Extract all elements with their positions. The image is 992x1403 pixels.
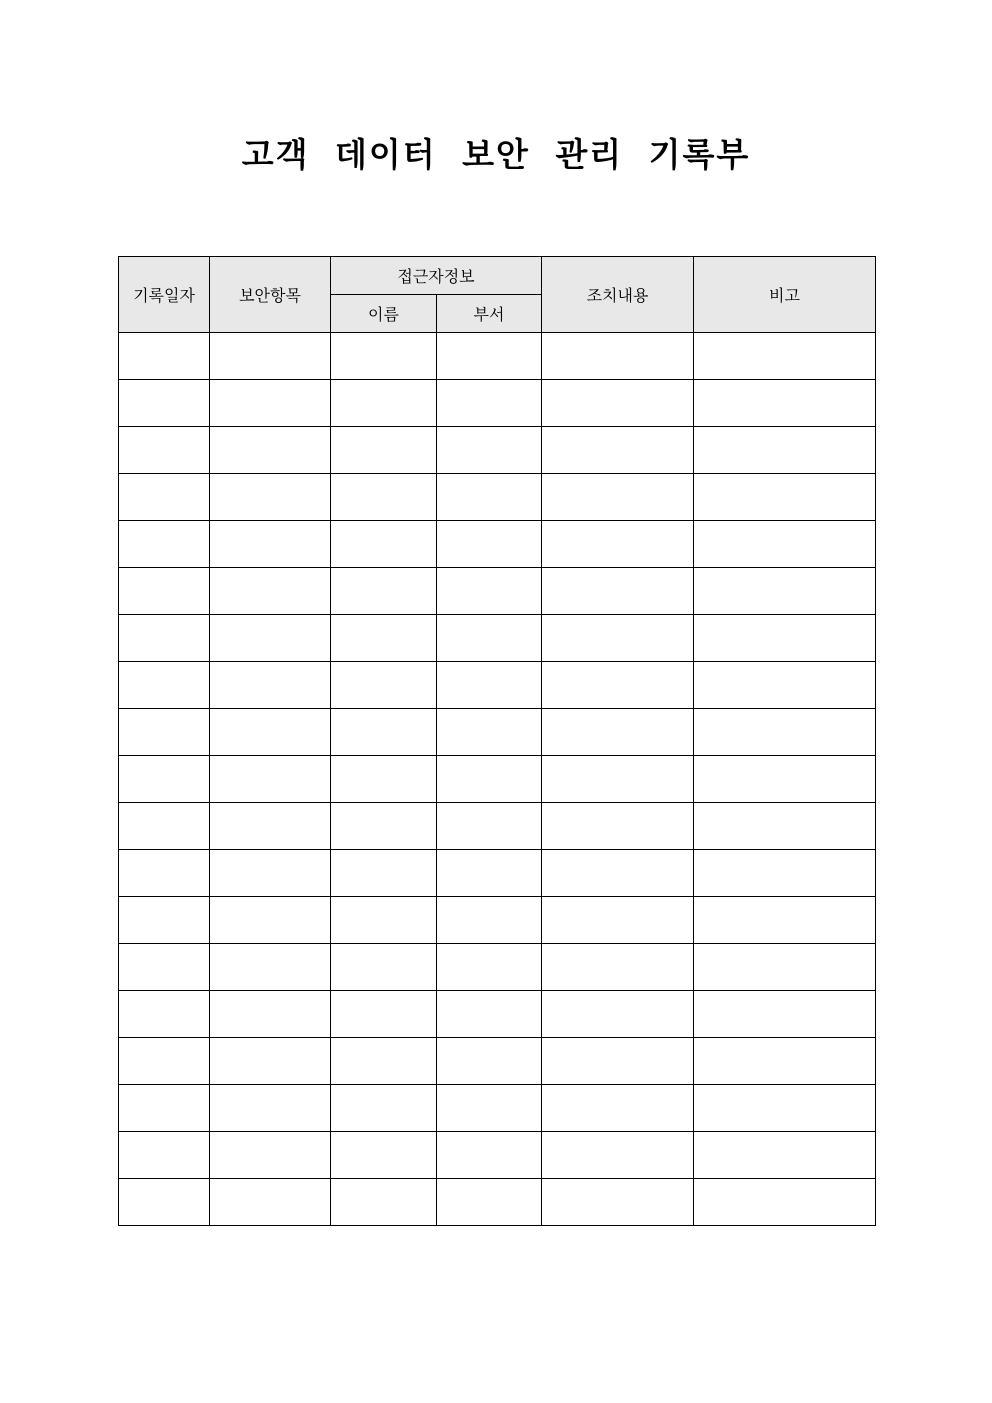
cell-department[interactable] <box>437 1038 542 1085</box>
cell-name[interactable] <box>331 615 437 662</box>
cell-date[interactable] <box>119 850 210 897</box>
cell-date[interactable] <box>119 1179 210 1226</box>
cell-name[interactable] <box>331 991 437 1038</box>
cell-name[interactable] <box>331 521 437 568</box>
cell-action[interactable] <box>542 474 694 521</box>
cell-security-item[interactable] <box>210 897 331 944</box>
cell-action[interactable] <box>542 709 694 756</box>
cell-security-item[interactable] <box>210 662 331 709</box>
table-body <box>119 333 876 1226</box>
table-row <box>119 662 876 709</box>
cell-department[interactable] <box>437 380 542 427</box>
cell-name[interactable] <box>331 1038 437 1085</box>
cell-name[interactable] <box>331 850 437 897</box>
cell-action[interactable] <box>542 897 694 944</box>
table-row <box>119 803 876 850</box>
header-accessor-info: 접근자정보 <box>331 257 542 295</box>
cell-note[interactable] <box>694 897 876 944</box>
cell-department[interactable] <box>437 850 542 897</box>
cell-date[interactable] <box>119 333 210 380</box>
cell-name[interactable] <box>331 474 437 521</box>
cell-department[interactable] <box>437 474 542 521</box>
security-log-table <box>118 256 876 1226</box>
cell-department[interactable] <box>437 709 542 756</box>
cell-name[interactable] <box>331 1132 437 1179</box>
cell-date[interactable] <box>119 521 210 568</box>
table-row <box>119 897 876 944</box>
cell-action[interactable] <box>542 1179 694 1226</box>
cell-note[interactable] <box>694 568 876 615</box>
cell-note[interactable] <box>694 756 876 803</box>
cell-action[interactable] <box>542 803 694 850</box>
cell-name[interactable] <box>331 568 437 615</box>
cell-note[interactable] <box>694 1132 876 1179</box>
cell-security-item[interactable] <box>210 1038 331 1085</box>
cell-action[interactable] <box>542 568 694 615</box>
cell-department[interactable] <box>437 756 542 803</box>
cell-security-item[interactable] <box>210 850 331 897</box>
cell-action[interactable] <box>542 1132 694 1179</box>
table-row <box>119 709 876 756</box>
cell-security-item[interactable] <box>210 709 331 756</box>
cell-name[interactable] <box>331 1179 437 1226</box>
cell-department[interactable] <box>437 568 542 615</box>
cell-note[interactable] <box>694 474 876 521</box>
table-row <box>119 333 876 380</box>
table-row <box>119 1038 876 1085</box>
cell-department[interactable] <box>437 897 542 944</box>
cell-action[interactable] <box>542 521 694 568</box>
table-row <box>119 615 876 662</box>
cell-note[interactable] <box>694 1085 876 1132</box>
cell-name[interactable] <box>331 709 437 756</box>
cell-action[interactable] <box>542 615 694 662</box>
cell-note[interactable] <box>694 1038 876 1085</box>
table-row <box>119 1085 876 1132</box>
cell-date[interactable] <box>119 615 210 662</box>
cell-action[interactable] <box>542 1038 694 1085</box>
cell-name[interactable] <box>331 380 437 427</box>
cell-security-item[interactable] <box>210 333 331 380</box>
cell-date[interactable] <box>119 991 210 1038</box>
cell-action[interactable] <box>542 944 694 991</box>
cell-action[interactable] <box>542 850 694 897</box>
cell-name[interactable] <box>331 944 437 991</box>
table-row <box>119 380 876 427</box>
table-row <box>119 756 876 803</box>
header-department: 부서 <box>437 295 542 333</box>
cell-note[interactable] <box>694 850 876 897</box>
cell-security-item[interactable] <box>210 803 331 850</box>
cell-date[interactable] <box>119 1038 210 1085</box>
cell-security-item[interactable] <box>210 521 331 568</box>
cell-action[interactable] <box>542 333 694 380</box>
cell-action[interactable] <box>542 991 694 1038</box>
cell-date[interactable] <box>119 427 210 474</box>
cell-action[interactable] <box>542 662 694 709</box>
cell-department[interactable] <box>437 427 542 474</box>
cell-date[interactable] <box>119 709 210 756</box>
cell-security-item[interactable] <box>210 1179 331 1226</box>
cell-department[interactable] <box>437 1132 542 1179</box>
cell-date[interactable] <box>119 568 210 615</box>
cell-security-item[interactable] <box>210 568 331 615</box>
cell-security-item[interactable] <box>210 1085 331 1132</box>
cell-security-item[interactable] <box>210 427 331 474</box>
cell-date[interactable] <box>119 1085 210 1132</box>
table-row <box>119 944 876 991</box>
cell-action[interactable] <box>542 427 694 474</box>
cell-date[interactable] <box>119 944 210 991</box>
cell-name[interactable] <box>331 662 437 709</box>
cell-security-item[interactable] <box>210 756 331 803</box>
cell-department[interactable] <box>437 662 542 709</box>
cell-date[interactable] <box>119 756 210 803</box>
cell-note[interactable] <box>694 944 876 991</box>
cell-date[interactable] <box>119 380 210 427</box>
cell-department[interactable] <box>437 1179 542 1226</box>
cell-note[interactable] <box>694 662 876 709</box>
header-security-item: 보안항목 <box>210 257 331 333</box>
cell-department[interactable] <box>437 1085 542 1132</box>
cell-date[interactable] <box>119 662 210 709</box>
cell-department[interactable] <box>437 521 542 568</box>
cell-security-item[interactable] <box>210 991 331 1038</box>
cell-security-item[interactable] <box>210 474 331 521</box>
cell-name[interactable] <box>331 756 437 803</box>
table-row <box>119 991 876 1038</box>
cell-security-item[interactable] <box>210 944 331 991</box>
cell-action[interactable] <box>542 756 694 803</box>
cell-department[interactable] <box>437 803 542 850</box>
cell-name[interactable] <box>331 427 437 474</box>
cell-action[interactable] <box>542 1085 694 1132</box>
cell-note[interactable] <box>694 615 876 662</box>
cell-note[interactable] <box>694 709 876 756</box>
header-note: 비고 <box>694 257 876 333</box>
cell-department[interactable] <box>437 991 542 1038</box>
table-row <box>119 568 876 615</box>
table-row <box>119 1132 876 1179</box>
cell-note[interactable] <box>694 803 876 850</box>
cell-name[interactable] <box>331 333 437 380</box>
document-title: 고객 데이터 보안 관리 기록부 <box>241 135 751 174</box>
cell-date[interactable] <box>119 474 210 521</box>
cell-security-item[interactable] <box>210 380 331 427</box>
cell-action[interactable] <box>542 380 694 427</box>
table-row <box>119 521 876 568</box>
table-row <box>119 1179 876 1226</box>
cell-name[interactable] <box>331 1085 437 1132</box>
cell-name[interactable] <box>331 897 437 944</box>
cell-department[interactable] <box>437 944 542 991</box>
cell-note[interactable] <box>694 333 876 380</box>
cell-note[interactable] <box>694 380 876 427</box>
cell-date[interactable] <box>119 1132 210 1179</box>
cell-date[interactable] <box>119 897 210 944</box>
cell-note[interactable] <box>694 427 876 474</box>
header-name: 이름 <box>331 295 437 333</box>
cell-date[interactable] <box>119 803 210 850</box>
table-row <box>119 474 876 521</box>
table-row <box>119 427 876 474</box>
cell-note[interactable] <box>694 991 876 1038</box>
cell-note[interactable] <box>694 1179 876 1226</box>
table-row <box>119 850 876 897</box>
cell-department[interactable] <box>437 615 542 662</box>
header-action: 조치내용 <box>542 257 694 333</box>
cell-security-item[interactable] <box>210 1132 331 1179</box>
cell-security-item[interactable] <box>210 615 331 662</box>
header-date: 기록일자 <box>119 257 210 333</box>
cell-note[interactable] <box>694 521 876 568</box>
cell-name[interactable] <box>331 803 437 850</box>
cell-department[interactable] <box>437 333 542 380</box>
